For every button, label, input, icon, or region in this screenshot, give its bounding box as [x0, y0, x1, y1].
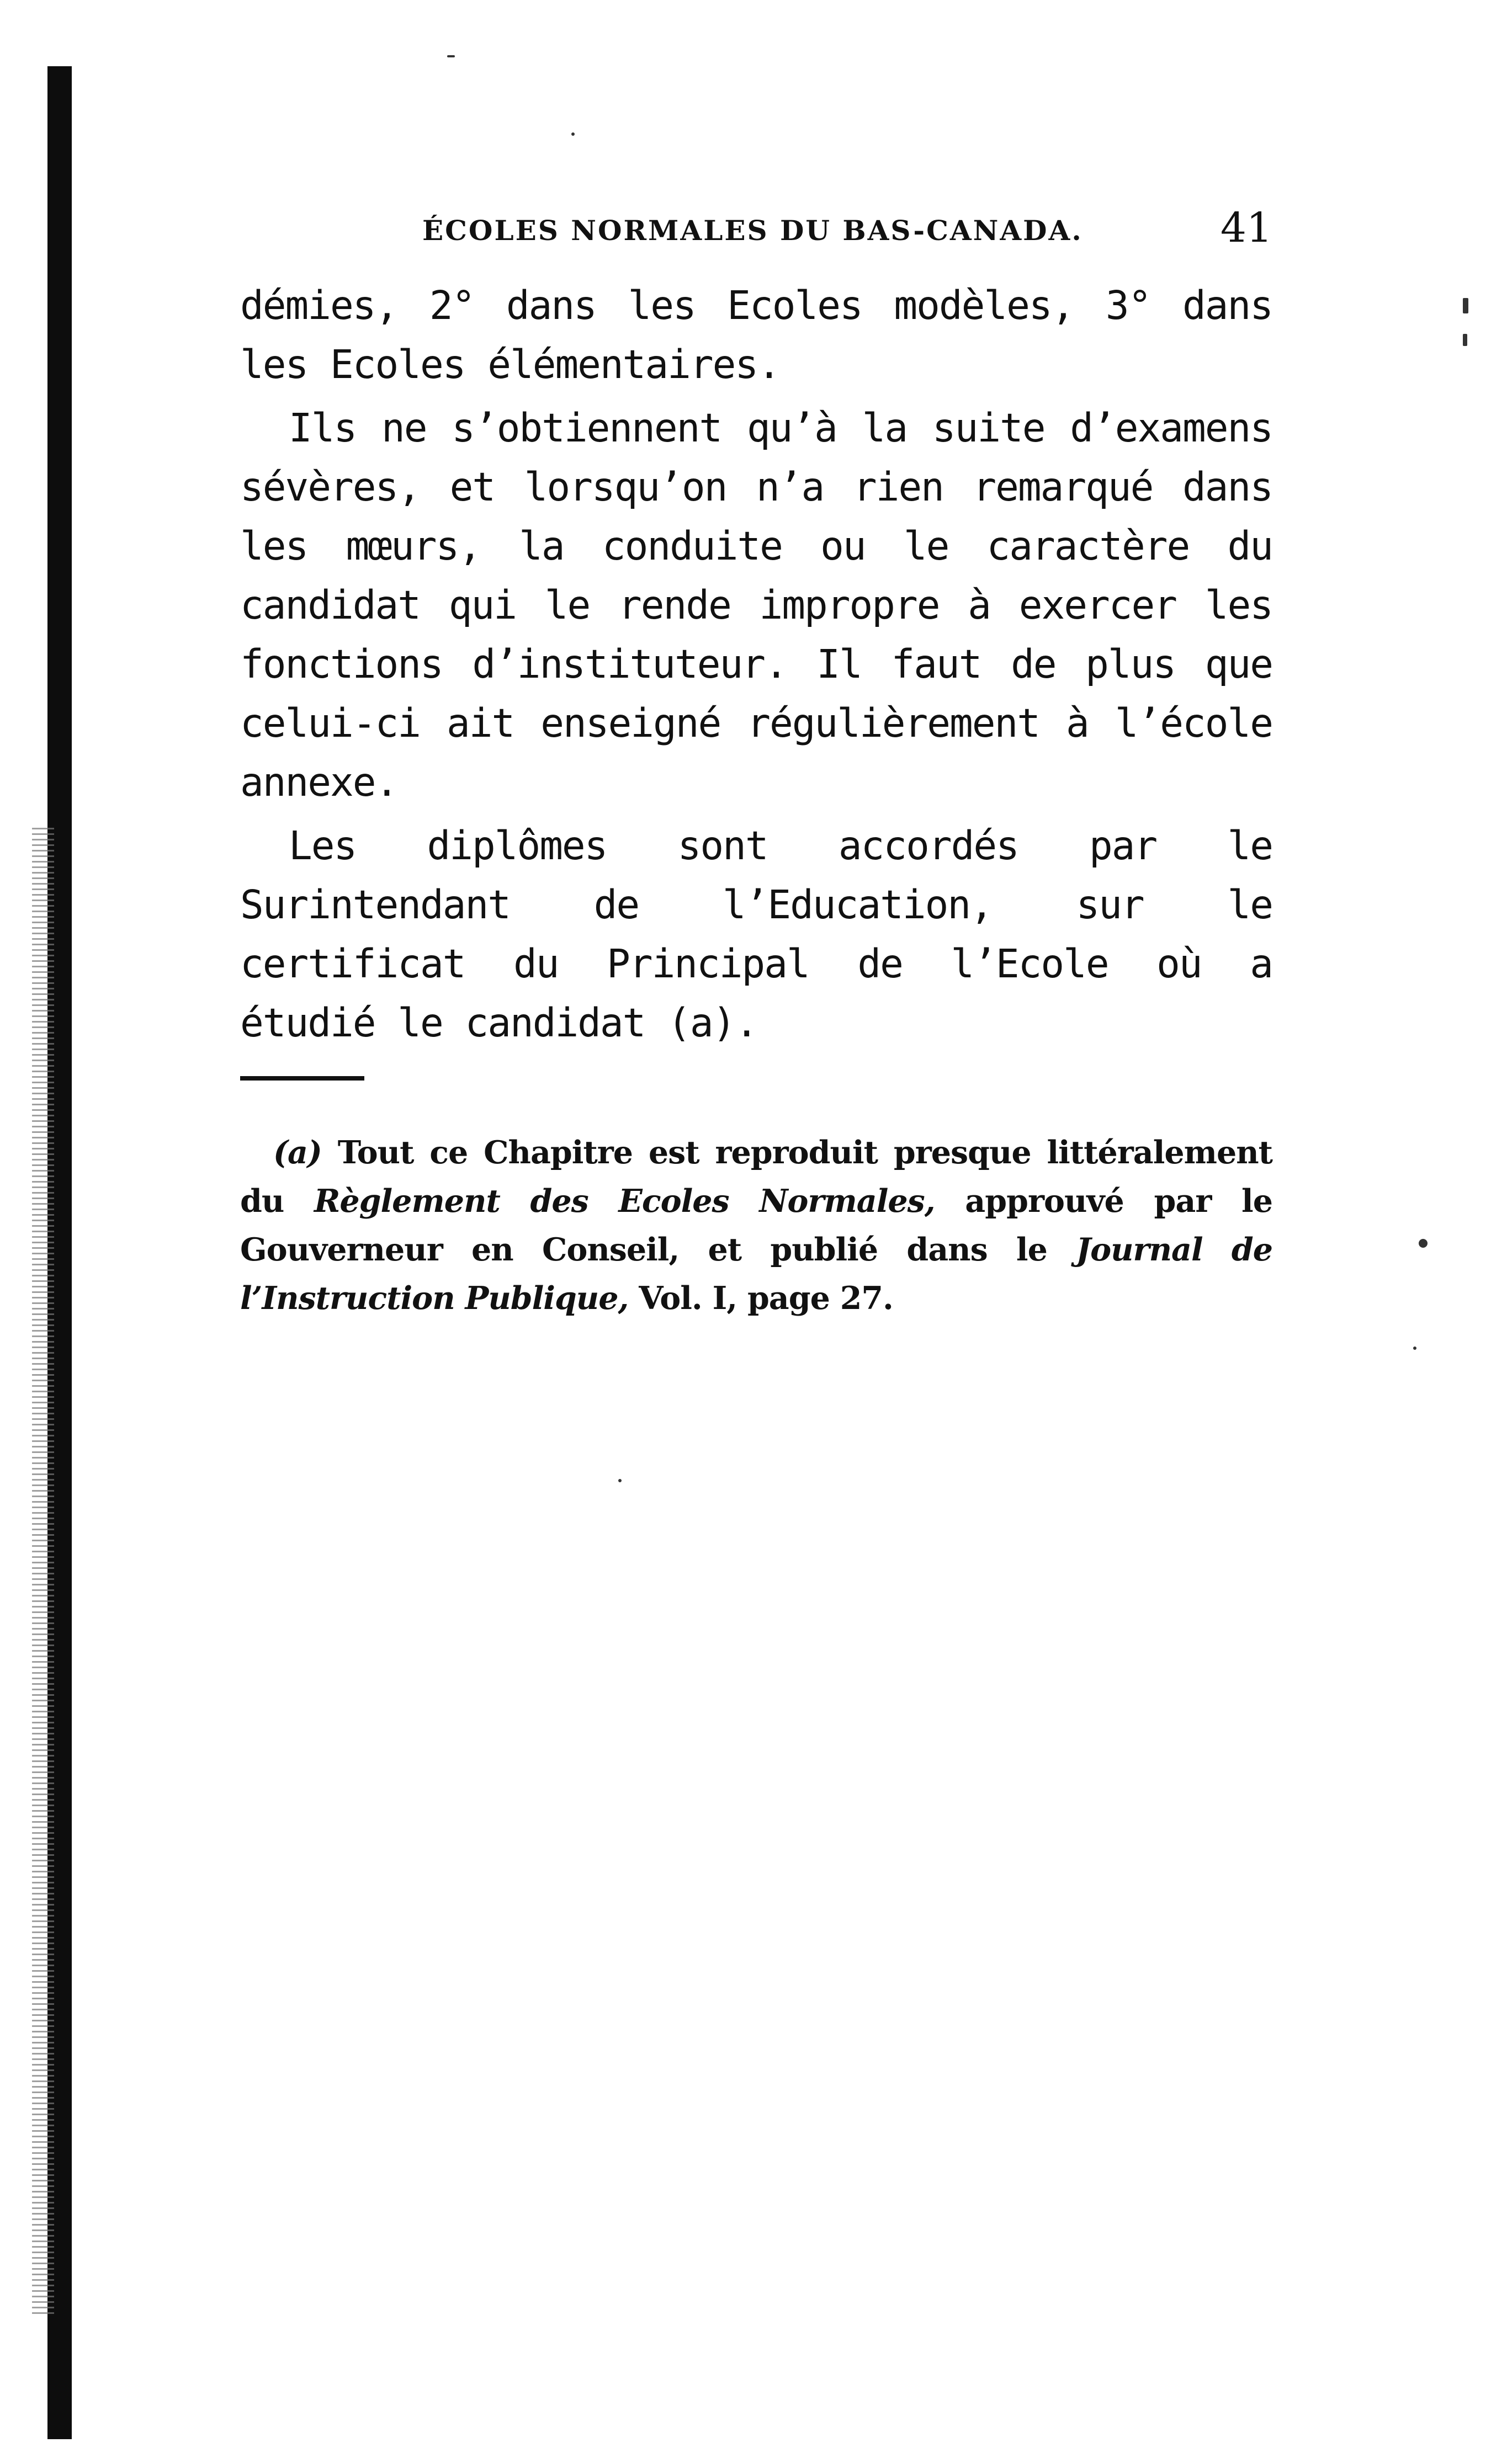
paragraph-2: Ils ne s’obtiennent qu’à la suite d’examens sévères, et lorsqu’on n’a rien remarqué dans les mœurs, la conduite ou le caractère du candidat qui le rende impropre à exercer les fonctions d’instituteur. Il faut de plus que celui-ci ait enseigné régulièrement à l’école annexe.	[240, 405, 1272, 805]
paragraph-1: démies, 2° dans les Ecoles modèles, 3° dans les Ecoles élémentaires.	[240, 283, 1272, 387]
footnote-marker: (a)	[273, 1134, 322, 1171]
scan-speck	[447, 55, 455, 57]
page-number: 41	[1220, 204, 1272, 252]
footnote-text-1: Tout ce Chapitre est reproduit presque littéralement du	[240, 1134, 1272, 1220]
scan-speck	[571, 132, 575, 136]
scan-speck	[1419, 1239, 1428, 1248]
scan-speck	[1463, 334, 1467, 346]
footnote-text-3: Vol. I, page 27.	[639, 1280, 893, 1317]
footnote	[240, 1129, 1272, 1323]
page-edge-texture	[32, 828, 54, 2318]
running-title: ÉCOLES NORMALES DU BAS-CANADA.	[422, 214, 1083, 247]
scan-speck	[1413, 1347, 1416, 1350]
footnote-italic-2: Journal de l’Instruction Publique,	[240, 1231, 1272, 1317]
paragraph-3: Les diplômes sont accordés par le Surintendant de l’Education, sur le certificat du Principal de l’Ecole où a étudié le candidat (a).	[240, 823, 1272, 1046]
page-header	[240, 204, 1272, 254]
scan-speck	[1463, 298, 1468, 313]
scan-speck	[618, 1479, 622, 1482]
footnote-separator	[240, 1076, 364, 1081]
footnote-italic-1: Règlement des Ecoles Normales,	[314, 1183, 935, 1220]
footnote-text-2: approuvé par le Gouverneur en Conseil, et publié dans le	[240, 1183, 1272, 1268]
body-text	[240, 276, 1272, 1052]
